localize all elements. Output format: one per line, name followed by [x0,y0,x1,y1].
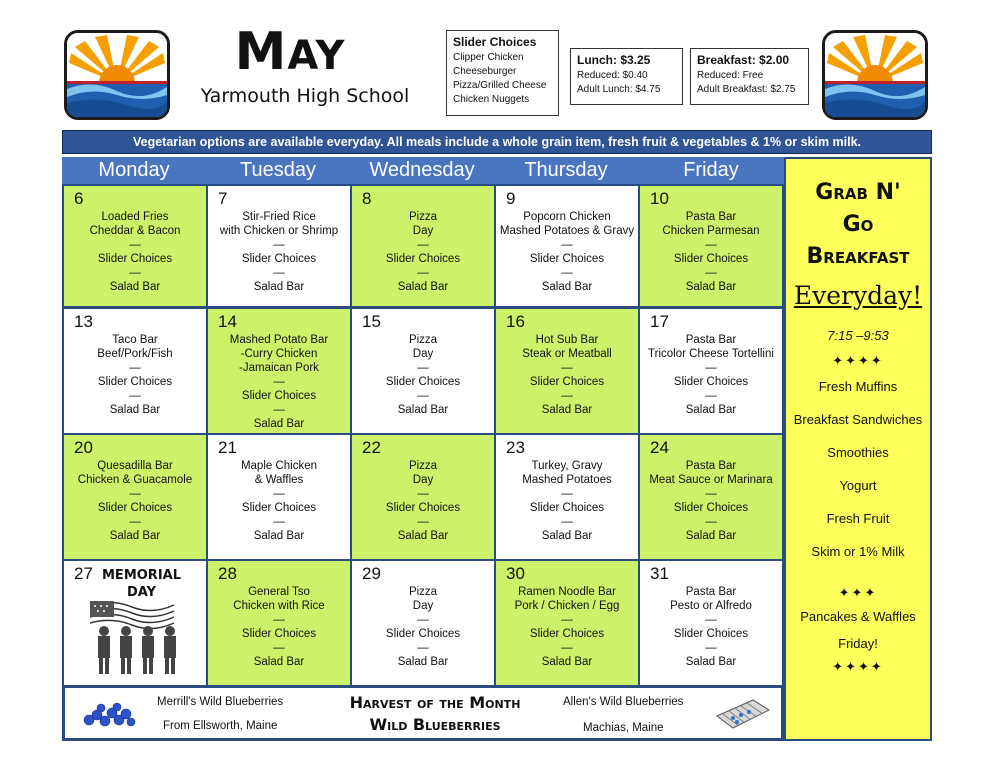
day-number: 17 [650,312,669,331]
menu-items [64,333,206,417]
harvest-title-line2: Wild Blueberries [369,715,501,734]
menu-item: Salad Bar [253,281,305,293]
calendar-day-cell [494,559,640,687]
menu-items [208,459,350,543]
menu-separator: — [129,488,141,500]
breakfast-price-title: Breakfast: $2.00 [697,53,790,67]
calendar-day-cell [494,184,640,308]
menu-items [208,210,350,294]
menu-item: Salad Bar [541,530,593,542]
day-number: 22 [362,438,381,457]
slider-item: Chicken Nuggets [453,94,530,105]
month-rest: AY [287,33,346,79]
menu-separator: — [129,239,141,251]
menu-item: Cheddar & Bacon [89,225,181,237]
menu-separator: — [417,642,429,654]
menu-separator: — [705,642,717,654]
calendar-day-cell [350,559,496,687]
grab-title [786,177,930,273]
memorial-day-line: DAY [126,585,157,600]
slider-item: Clipper Chicken [453,52,524,63]
menu-separator: — [129,362,141,374]
harvest-title-line1: Harvest of the Month [349,693,521,712]
calendar-day-cell [62,307,208,435]
menu-item: Day [412,474,434,486]
menu-item: Pasta Bar [685,334,737,346]
menu-items [64,459,206,543]
menu-item: -Curry Chicken [240,348,318,360]
menu-item: Salad Bar [253,418,305,430]
menu-items [640,585,782,669]
lunch-price-box [570,48,683,105]
day-number: 7 [218,189,228,208]
menu-separator: — [561,516,573,528]
menu-items [352,459,494,543]
calendar-day-cell [494,307,640,435]
vegetarian-banner: Vegetarian options are available everyday. All meals include a whole grain item, fresh fruit & vegetables & 1% or skim milk. [62,130,932,154]
menu-separator: — [705,488,717,500]
calendar-day-cell [350,433,496,561]
menu-item: Slider Choices [529,628,605,640]
grab-item: Yogurt [839,478,877,493]
menu-items [496,210,638,294]
harvest-right-line2: Machias, Maine [583,722,664,734]
menu-separator: — [273,516,285,528]
calendar-day-cell [350,307,496,435]
menu-item: Salad Bar [109,281,161,293]
calendar-day-cell [62,433,208,561]
menu-item: Maple Chicken [240,460,318,472]
menu-item: Stir-Fried Rice [242,211,316,223]
menu-items [352,585,494,669]
menu-separator: — [705,614,717,626]
menu-item: Slider Choices [529,376,605,388]
day-number: 9 [506,189,516,208]
menu-separator: — [273,614,285,626]
menu-separator: — [705,267,717,279]
day-number: 28 [218,564,237,583]
menu-separator: — [273,404,285,416]
calendar-day-cell [638,433,784,561]
menu-item: Slider Choices [673,502,749,514]
menu-item: Salad Bar [685,656,737,668]
calendar-day-cell [350,184,496,308]
lunch-calendar [62,157,784,741]
menu-item: Tricolor Cheese Tortellini [648,348,774,360]
slider-choices-title: Slider Choices [453,35,537,49]
calendar-day-cell [62,184,208,308]
menu-item: Ramen Noodle Bar [518,586,616,598]
day-header: Thursday [494,157,638,184]
day-number: 20 [74,438,93,457]
menu-item: Slider Choices [241,390,317,402]
menu-separator: — [561,488,573,500]
day-number: 13 [74,312,93,331]
sunrise-wave-icon [825,33,925,117]
menu-item: Salad Bar [397,530,449,542]
menu-separator: — [705,362,717,374]
grab-time: 7:15 –9:53 [827,328,889,343]
menu-item: Taco Bar [112,334,158,346]
menu-separator: — [561,362,573,374]
menu-item: Slider Choices [241,502,317,514]
grab-n-go-panel [784,157,932,741]
menu-separator: — [129,267,141,279]
menu-item: Day [412,600,434,612]
memorial-day-label [102,567,181,601]
menu-item: General Tso [248,586,310,598]
menu-item: Salad Bar [253,530,305,542]
menu-item: Salad Bar [541,404,593,416]
grab-everyday: Everyday! [793,281,923,310]
day-number: 29 [362,564,381,583]
menu-separator: — [417,390,429,402]
calendar-day-cell [206,559,352,687]
menu-item: Beef/Pork/Fish [97,348,173,360]
menu-item: Salad Bar [109,404,161,416]
calendar-day-cell [638,307,784,435]
menu-item: Mashed Potatoes & Gravy [499,225,635,237]
menu-item: Salad Bar [685,530,737,542]
menu-item: Slider Choices [385,628,461,640]
menu-separator: — [561,239,573,251]
breakfast-adult: Adult Breakfast: $2.75 [697,84,796,95]
menu-item: Day [412,348,434,360]
menu-item: Pizza [408,460,438,472]
menu-items [208,333,350,431]
day-number: 27 [74,564,93,583]
grab-item: Smoothies [827,445,889,460]
grab-item: Breakfast Sandwiches [793,412,923,427]
menu-item: Slider Choices [385,502,461,514]
menu-items [496,585,638,669]
day-number: 24 [650,438,669,457]
lunch-reduced: Reduced: $0.40 [577,70,648,81]
menu-item: Steak or Meatball [522,348,612,360]
menu-item: Slider Choices [673,253,749,265]
menu-item: Slider Choices [529,253,605,265]
menu-item: Salad Bar [253,656,305,668]
menu-items [496,333,638,417]
menu-separator: — [129,516,141,528]
day-number: 23 [506,438,525,457]
menu-item: Salad Bar [397,656,449,668]
menu-item: Hot Sub Bar [535,334,599,346]
menu-separator: — [705,239,717,251]
menu-separator: — [561,390,573,402]
menu-separator: — [417,614,429,626]
calendar-day-cell [62,559,208,687]
day-header: Tuesday [206,157,350,184]
grab-item: Fresh Fruit [826,511,890,526]
flag-soldiers-icon [82,597,192,677]
menu-item: Chicken Parmesan [662,225,760,237]
menu-item: Mashed Potatoes [522,474,612,486]
day-number: 31 [650,564,669,583]
menu-separator: — [273,376,285,388]
menu-item: Salad Bar [541,656,593,668]
menu-separator: — [417,516,429,528]
menu-item: Quesadilla Bar [97,460,173,472]
grab-title-line: Grab N' [815,180,901,205]
menu-separator: — [561,642,573,654]
menu-item: Slider Choices [673,628,749,640]
sunrise-logo-right [822,30,928,120]
menu-separator: — [417,267,429,279]
menu-separator: — [273,488,285,500]
menu-items [352,333,494,417]
calendar-day-cell [494,433,640,561]
breakfast-price-box [690,48,809,105]
menu-items [64,210,206,294]
menu-item: Meat Sauce or Marinara [649,474,773,486]
menu-item: -Jamaican Pork [239,362,319,374]
menu-separator: — [705,516,717,528]
day-number: 14 [218,312,237,331]
day-header: Wednesday [350,157,494,184]
day-header: Friday [638,157,784,184]
menu-item: Salad Bar [397,281,449,293]
grab-title-line: Breakfast [806,244,910,269]
menu-item: Chicken with Rice [233,600,325,612]
menu-item: Loaded Fries [101,211,169,223]
menu-item: Pasta Bar [685,460,737,472]
day-number: 30 [506,564,525,583]
menu-separator: — [561,614,573,626]
slider-item: Pizza/Grilled Cheese [453,80,547,91]
harvest-left-line1: Merrill's Wild Blueberries [157,696,284,708]
calendar-day-cell [206,307,352,435]
grab-friday-line2: Friday! [838,636,878,651]
menu-item: Day [412,225,434,237]
menu-separator: — [561,267,573,279]
slider-item: Cheeseburger [453,66,517,77]
menu-separator: — [417,239,429,251]
menu-item: Pizza [408,586,438,598]
menu-item: Slider Choices [97,376,173,388]
menu-item: Slider Choices [385,376,461,388]
star-divider: ✦✦✦ [838,585,878,600]
star-divider: ✦✦✦✦ [832,659,884,674]
calendar-day-cell [638,184,784,308]
menu-item: Slider Choices [241,253,317,265]
slider-choices-box [446,30,559,116]
school-name: Yarmouth High School [200,85,410,107]
calendar-day-cell [206,184,352,308]
menu-item: Slider Choices [673,376,749,388]
day-number: 21 [218,438,237,457]
menu-items [496,459,638,543]
harvest-right-line1: Allen's Wild Blueberries [563,696,684,708]
berry-rake-icon [713,696,771,732]
menu-item: Chicken & Guacamole [77,474,193,486]
menu-item: Slider Choices [241,628,317,640]
day-number: 6 [74,189,84,208]
menu-separator: — [273,642,285,654]
sunrise-logo-left [64,30,170,120]
day-number: 8 [362,189,372,208]
menu-item: Salad Bar [109,530,161,542]
menu-item: Slider Choices [529,502,605,514]
menu-separator: — [705,390,717,402]
day-number: 10 [650,189,669,208]
menu-item: Slider Choices [97,502,173,514]
menu-separator: — [273,267,285,279]
calendar-day-cell [638,559,784,687]
star-divider: ✦✦✦✦ [832,353,884,368]
menu-item: Pizza [408,334,438,346]
menu-items [208,585,350,669]
menu-item: Salad Bar [541,281,593,293]
menu-separator: — [417,362,429,374]
memorial-day-line: MEMORIAL [102,568,181,583]
breakfast-reduced: Reduced: Free [697,70,764,81]
sunrise-wave-icon [67,33,167,117]
blueberries-icon [79,698,139,732]
menu-separator: — [273,239,285,251]
grab-item: Fresh Muffins [818,379,898,394]
menu-items [640,333,782,417]
month-initial: M [234,22,288,82]
menu-item: with Chicken or Shrimp [219,225,339,237]
month-title [205,22,375,82]
calendar-day-cell [206,433,352,561]
grab-item: Skim or 1% Milk [811,544,905,559]
lunch-price-title: Lunch: $3.25 [577,53,651,67]
harvest-of-month [64,687,782,739]
menu-item: Pasta Bar [685,586,737,598]
grab-friday-line1: Pancakes & Waffles [800,609,916,624]
harvest-title [315,692,555,736]
day-number: 15 [362,312,381,331]
menu-item: Salad Bar [685,404,737,416]
menu-separator: — [129,390,141,402]
menu-item: Turkey, Gravy [531,460,603,472]
menu-item: Pizza [408,211,438,223]
grab-title-line: Go [842,212,874,237]
menu-item: Popcorn Chicken [523,211,611,223]
menu-item: Pork / Chicken / Egg [514,600,620,612]
menu-items [640,459,782,543]
menu-items [352,210,494,294]
menu-item: Slider Choices [385,253,461,265]
menu-item: Mashed Potato Bar [229,334,329,346]
harvest-left-line2: From Ellsworth, Maine [163,720,278,732]
menu-item: Salad Bar [397,404,449,416]
menu-item: Slider Choices [97,253,173,265]
menu-items [640,210,782,294]
menu-item: Pesto or Alfredo [670,600,752,612]
day-number: 16 [506,312,525,331]
menu-item: Salad Bar [685,281,737,293]
menu-item: Pasta Bar [685,211,737,223]
day-header: Monday [62,157,206,184]
menu-item: & Waffles [254,474,304,486]
lunch-adult: Adult Lunch: $4.75 [577,84,661,95]
menu-separator: — [417,488,429,500]
